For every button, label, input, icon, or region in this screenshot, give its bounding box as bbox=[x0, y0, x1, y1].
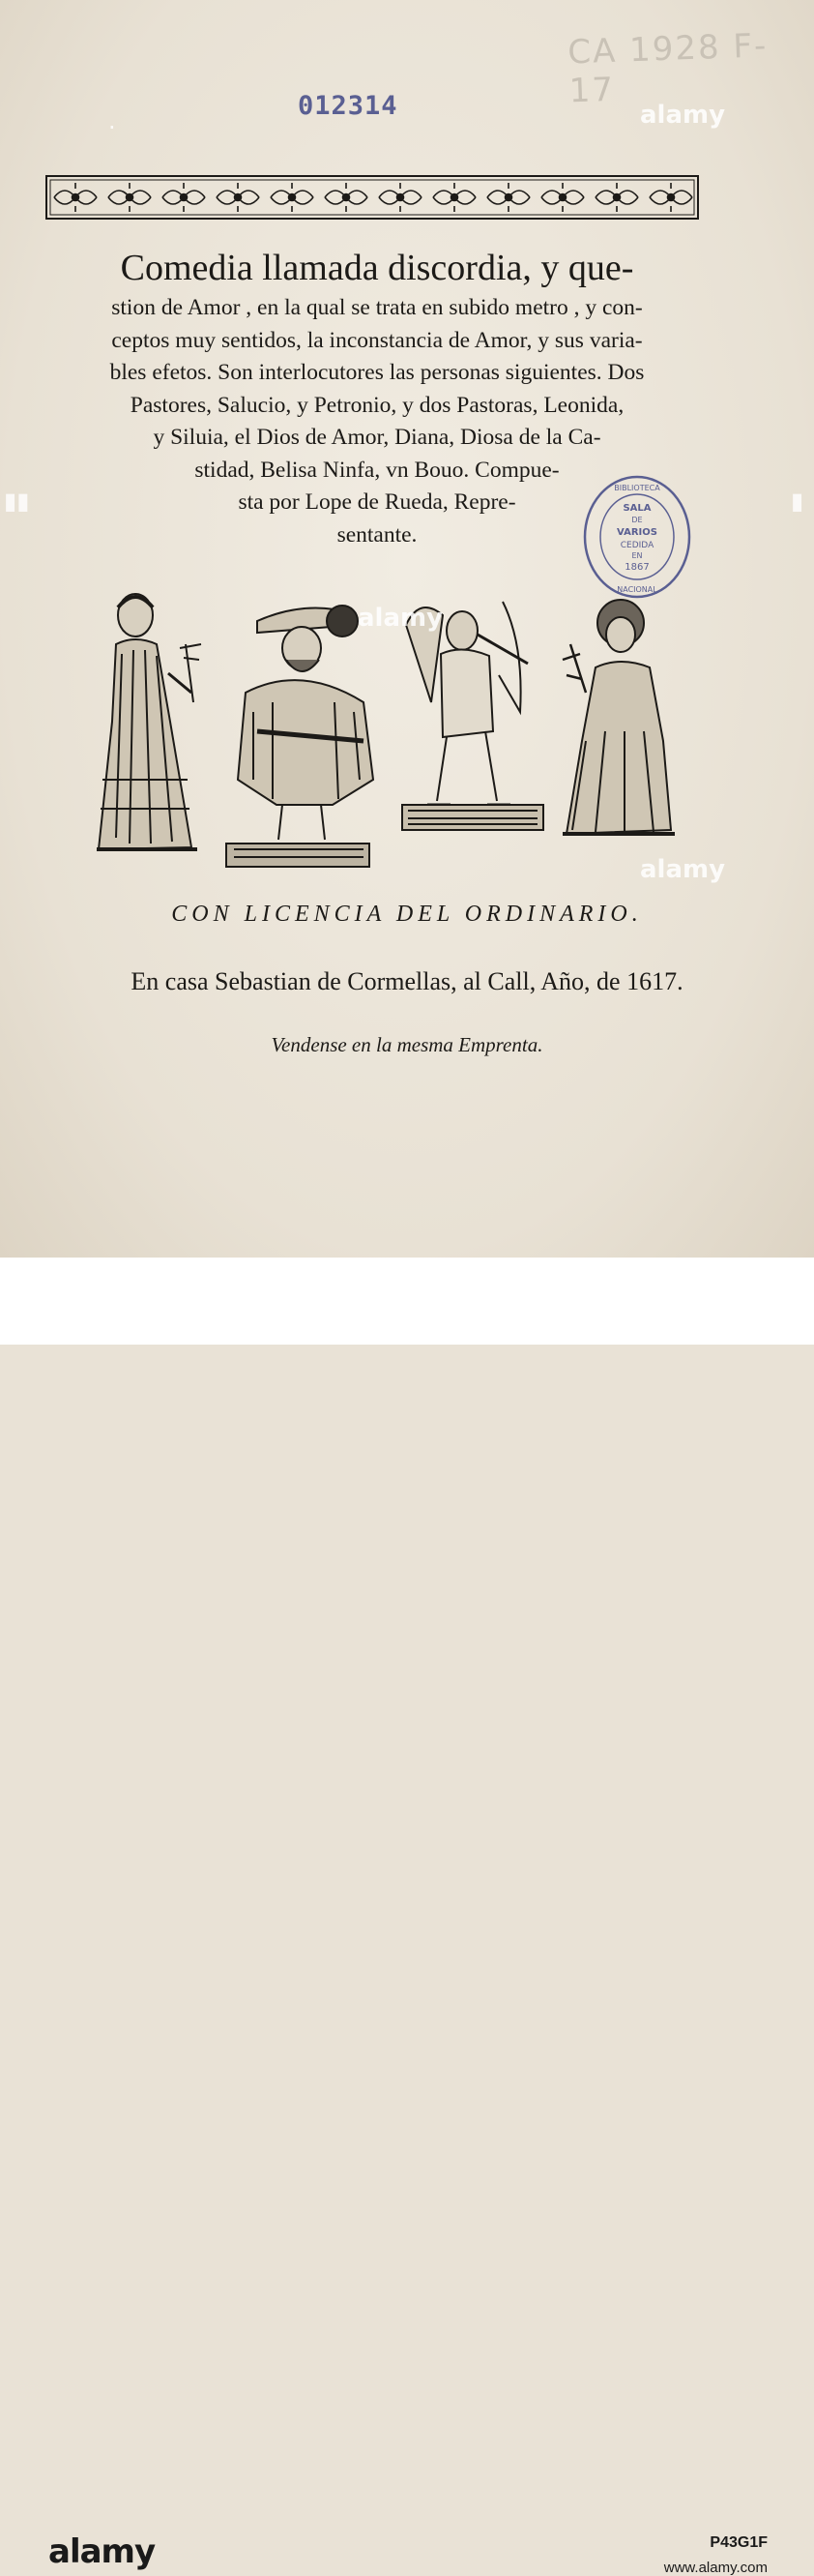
stamp-text: EN bbox=[631, 551, 643, 560]
title-line: y Siluia, el Dios de Amor, Diana, Diosa de la Ca- bbox=[153, 425, 601, 450]
watermark-mark-icon: ▮▮ bbox=[4, 488, 30, 515]
ornament-unit bbox=[217, 183, 259, 212]
stock-footer bbox=[0, 1258, 814, 2576]
title-line: stion de Amor , en la qual se trata en subido metro , y con- bbox=[111, 295, 643, 320]
woodcut-lady-figure bbox=[563, 600, 675, 834]
ornamental-border bbox=[44, 170, 700, 224]
ornament-unit bbox=[325, 183, 367, 212]
ornament-unit bbox=[54, 183, 97, 212]
ornament-unit bbox=[379, 183, 422, 212]
library-stamp bbox=[582, 474, 692, 600]
stamp-text: CEDIDA bbox=[620, 541, 654, 550]
title-line: ceptos muy sentidos, la inconstancia de Amor, y sus varia- bbox=[111, 327, 643, 353]
accession-number-stamp: 012314 bbox=[298, 91, 398, 121]
stamp-text: SALA bbox=[623, 503, 652, 514]
woodcut-shepherd-figure bbox=[226, 606, 373, 867]
ornament-unit bbox=[650, 183, 692, 212]
watermark-text: alamy bbox=[358, 604, 444, 633]
ornament-unit bbox=[271, 183, 313, 212]
stamp-text: DE bbox=[631, 516, 643, 524]
ornament-unit bbox=[162, 183, 205, 212]
ornament-unit bbox=[108, 183, 151, 212]
alamy-logo: alamy bbox=[48, 2532, 156, 2571]
site-url: www.alamy.com bbox=[663, 2560, 768, 2576]
licence-line: CON LICENCIA DEL ORDINARIO. bbox=[171, 902, 643, 927]
watermark-mark-icon: ▮ bbox=[791, 488, 804, 515]
woodcut-shepherdess-figure bbox=[97, 594, 201, 849]
title-line: stidad, Belisa Ninfa, vn Bouo. Compue- bbox=[194, 457, 560, 483]
title-line: bles efetos. Son interlocutores las personas siguientes. Dos bbox=[109, 360, 645, 385]
ornament-unit bbox=[596, 183, 638, 212]
watermark-dot-icon: · bbox=[108, 114, 116, 141]
title-line: Pastores, Salucio, y Petronio, y dos Pastoras, Leonida, bbox=[130, 392, 625, 418]
imprint-line: En casa Sebastian de Cormellas, al Call, Año, de 1617. bbox=[131, 967, 683, 995]
watermark-text: alamy bbox=[640, 855, 726, 884]
book-page bbox=[0, 0, 814, 1258]
title-line: Comedia llamada discordia, y que- bbox=[120, 248, 634, 288]
stamp-text-top: BIBLIOTECA bbox=[614, 484, 660, 492]
ornament-unit bbox=[487, 183, 530, 212]
woodcut-cupid-figure bbox=[402, 602, 543, 830]
title-line: sta por Lope de Rueda, Repre- bbox=[238, 489, 516, 515]
sales-note: Vendense en la mesma Emprenta. bbox=[271, 1033, 543, 1056]
ornament-unit bbox=[541, 183, 584, 212]
ornament-unit bbox=[433, 183, 476, 212]
pencil-shelfmark: CA 1928 F-17 bbox=[567, 26, 769, 111]
stamp-text: 1867 bbox=[625, 562, 650, 573]
stamp-text-bottom: NACIONAL bbox=[617, 585, 657, 594]
stamp-text: VARIOS bbox=[617, 527, 657, 538]
image-id: P43G1F bbox=[710, 2534, 768, 2551]
watermark-text: alamy bbox=[640, 101, 726, 130]
title-line: sentante. bbox=[336, 521, 418, 548]
